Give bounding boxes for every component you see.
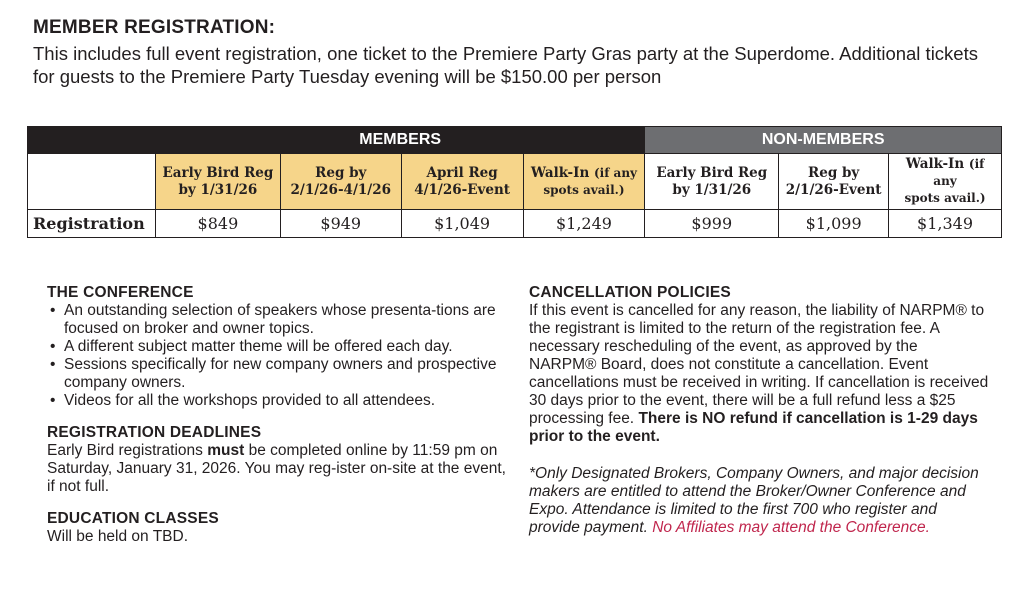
education-section — [47, 509, 512, 546]
price-nonmember-walk-in: $1,349 — [889, 210, 1002, 238]
price-nonmember-early-bird: $999 — [645, 210, 779, 238]
col-header-nonmember-early-bird: Early Bird Reg by 1/31/26 — [645, 154, 779, 210]
deadlines-heading: REGISTRATION DEADLINES — [47, 424, 262, 441]
conference-heading: THE CONFERENCE — [47, 284, 194, 301]
intro-heading: MEMBER REGISTRATION: — [33, 17, 276, 38]
col-header-nonmember-walk-in: Walk-In (if any spots avail.) — [889, 154, 1002, 210]
deadlines-section — [47, 423, 512, 496]
left-column — [47, 283, 512, 559]
list-item: • A different subject matter theme will be offered each day. — [47, 338, 512, 356]
col-header-member-early-bird: Early Bird Reg by 1/31/26 — [155, 154, 280, 210]
list-item: • Sessions specifically for new company owners and prospective company owners. — [47, 356, 512, 392]
price-member-reg-by: $949 — [280, 210, 401, 238]
cancellation-text: If this event is cancelled for any reason, the liability of NARPM® to the registrant is limited to the return of the registration fee. A necessary rescheduling of the event, as approved by the NARPM® Board, does not constitute a cancellation. Event cancellations must be received in writing. If cancellation is received 30 days prior to the event, there will be a full refund less a $25 processing fee. There is NO refund if cancellation is 1-29 days prior to the event. — [529, 302, 989, 445]
registration-price-row — [28, 210, 1002, 238]
price-nonmember-reg-by: $1,099 — [779, 210, 889, 238]
row-label: Registration — [28, 210, 156, 238]
group-header-row — [28, 127, 1002, 154]
registration-fees-table — [27, 126, 1002, 238]
education-text: Will be held on TBD. — [47, 528, 188, 545]
col-header-member-walk-in: Walk-In (if any spots avail.) — [523, 154, 645, 210]
conference-bullets — [47, 302, 512, 410]
conference-section — [47, 283, 512, 410]
deadlines-text: Early Bird registrations must be completed online by 11:59 pm on Saturday, January 31, 2026. You may reg-ister on-site at the event, if not full. — [47, 442, 506, 495]
no-affiliates-highlight: No Affiliates may attend the Conference. — [652, 519, 930, 536]
price-member-early-bird: $849 — [155, 210, 280, 238]
col-header-nonmember-reg-by: Reg by 2/1/26-Event — [779, 154, 889, 210]
intro-text: This includes full event registration, one ticket to the Premiere Party Gras party at the Superdome. Additional tickets for guests to the Premiere Party Tuesday evening will be $150.00 per person — [33, 43, 978, 87]
group-header-blank — [28, 127, 156, 154]
member-registration-intro — [33, 16, 1003, 88]
price-member-walk-in: $1,249 — [523, 210, 645, 238]
education-heading: EDUCATION CLASSES — [47, 510, 219, 527]
list-item: • Videos for all the workshops provided to all attendees. — [47, 392, 512, 410]
eligibility-note: *Only Designated Brokers, Company Owners, and major decision makers are entitled to attend the Broker/Owner Conference and Expo. Attendance is limited to the first 700 who register and provide payment. No Affiliates may attend the Conference. — [529, 465, 979, 536]
column-header-row — [28, 154, 1002, 210]
members-group-header: MEMBERS — [155, 127, 644, 154]
col-header-member-april-reg: April Reg 4/1/26-Event — [401, 154, 523, 210]
cancellation-section — [529, 283, 989, 446]
cancellation-heading: CANCELLATION POLICIES — [529, 284, 731, 301]
col-header-member-reg-by: Reg by 2/1/26-4/1/26 — [280, 154, 401, 210]
list-item: • An outstanding selection of speakers whose presenta-tions are focused on broker and owner topics. — [47, 302, 512, 338]
price-member-april-reg: $1,049 — [401, 210, 523, 238]
non-members-group-header: NON-MEMBERS — [645, 127, 1002, 154]
column-header-blank — [28, 154, 156, 210]
right-column — [529, 283, 989, 537]
